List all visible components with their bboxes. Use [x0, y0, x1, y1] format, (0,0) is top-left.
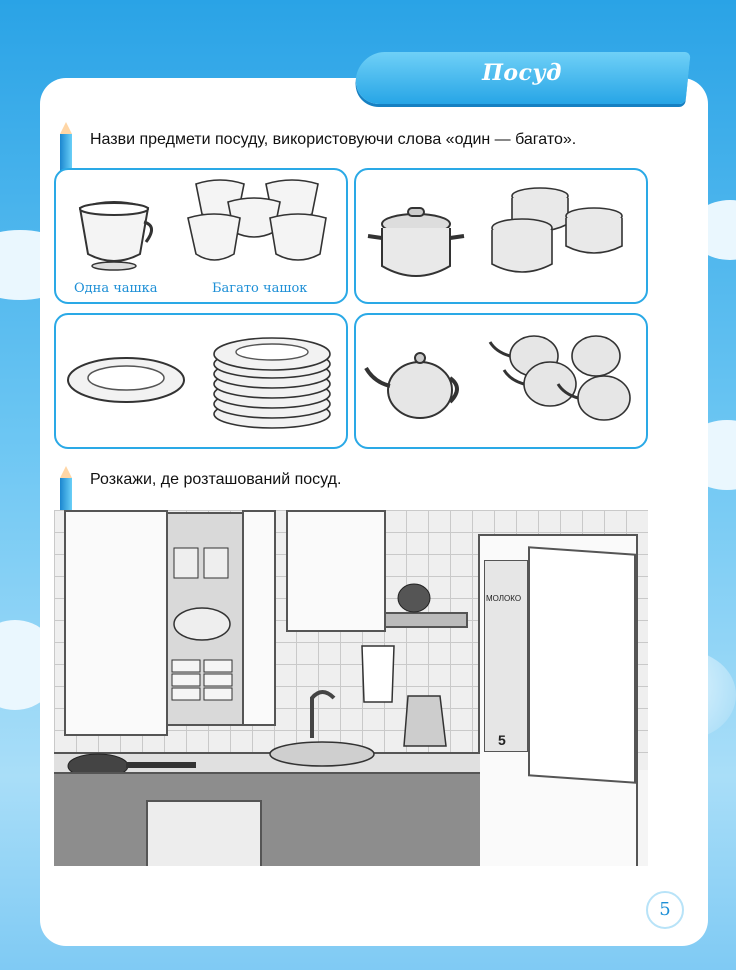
sugar-bowl	[394, 576, 434, 614]
fridge-interior	[484, 560, 528, 752]
pots-many-illustration	[478, 180, 642, 284]
upper-cabinet	[286, 510, 386, 632]
cup-single-illustration	[74, 196, 158, 276]
wall-shelf	[384, 612, 468, 628]
jar-number: 5	[498, 732, 506, 748]
kitchen-illustration	[54, 510, 648, 866]
cups-many-illustration	[186, 178, 336, 276]
teapots-many-illustration	[486, 326, 642, 426]
task-2-instruction: Розкажи, де розташований посуд.	[90, 471, 342, 488]
caption-many-cups: Багато чашок	[212, 281, 308, 296]
cupboard-door-left	[64, 510, 168, 736]
caption-one-cup: Одна чашка	[74, 281, 158, 296]
task-1-instruction: Назви предмети посуду, використовуючи слова «один — багато».	[90, 131, 577, 148]
pot-single-illustration	[366, 204, 466, 286]
teapot-single-illustration	[364, 342, 464, 422]
lower-cabinets	[54, 772, 480, 866]
dishwasher	[146, 800, 262, 866]
shelf-utensils	[170, 520, 240, 710]
page-number: 5	[646, 891, 684, 929]
plate-single-illustration	[64, 350, 188, 410]
milk-carton-label: МОЛОКО	[486, 594, 522, 603]
page-title: Посуд	[482, 60, 562, 86]
fridge-door	[528, 546, 636, 784]
plates-many-illustration	[208, 330, 336, 434]
sink-and-kettle	[250, 680, 470, 770]
